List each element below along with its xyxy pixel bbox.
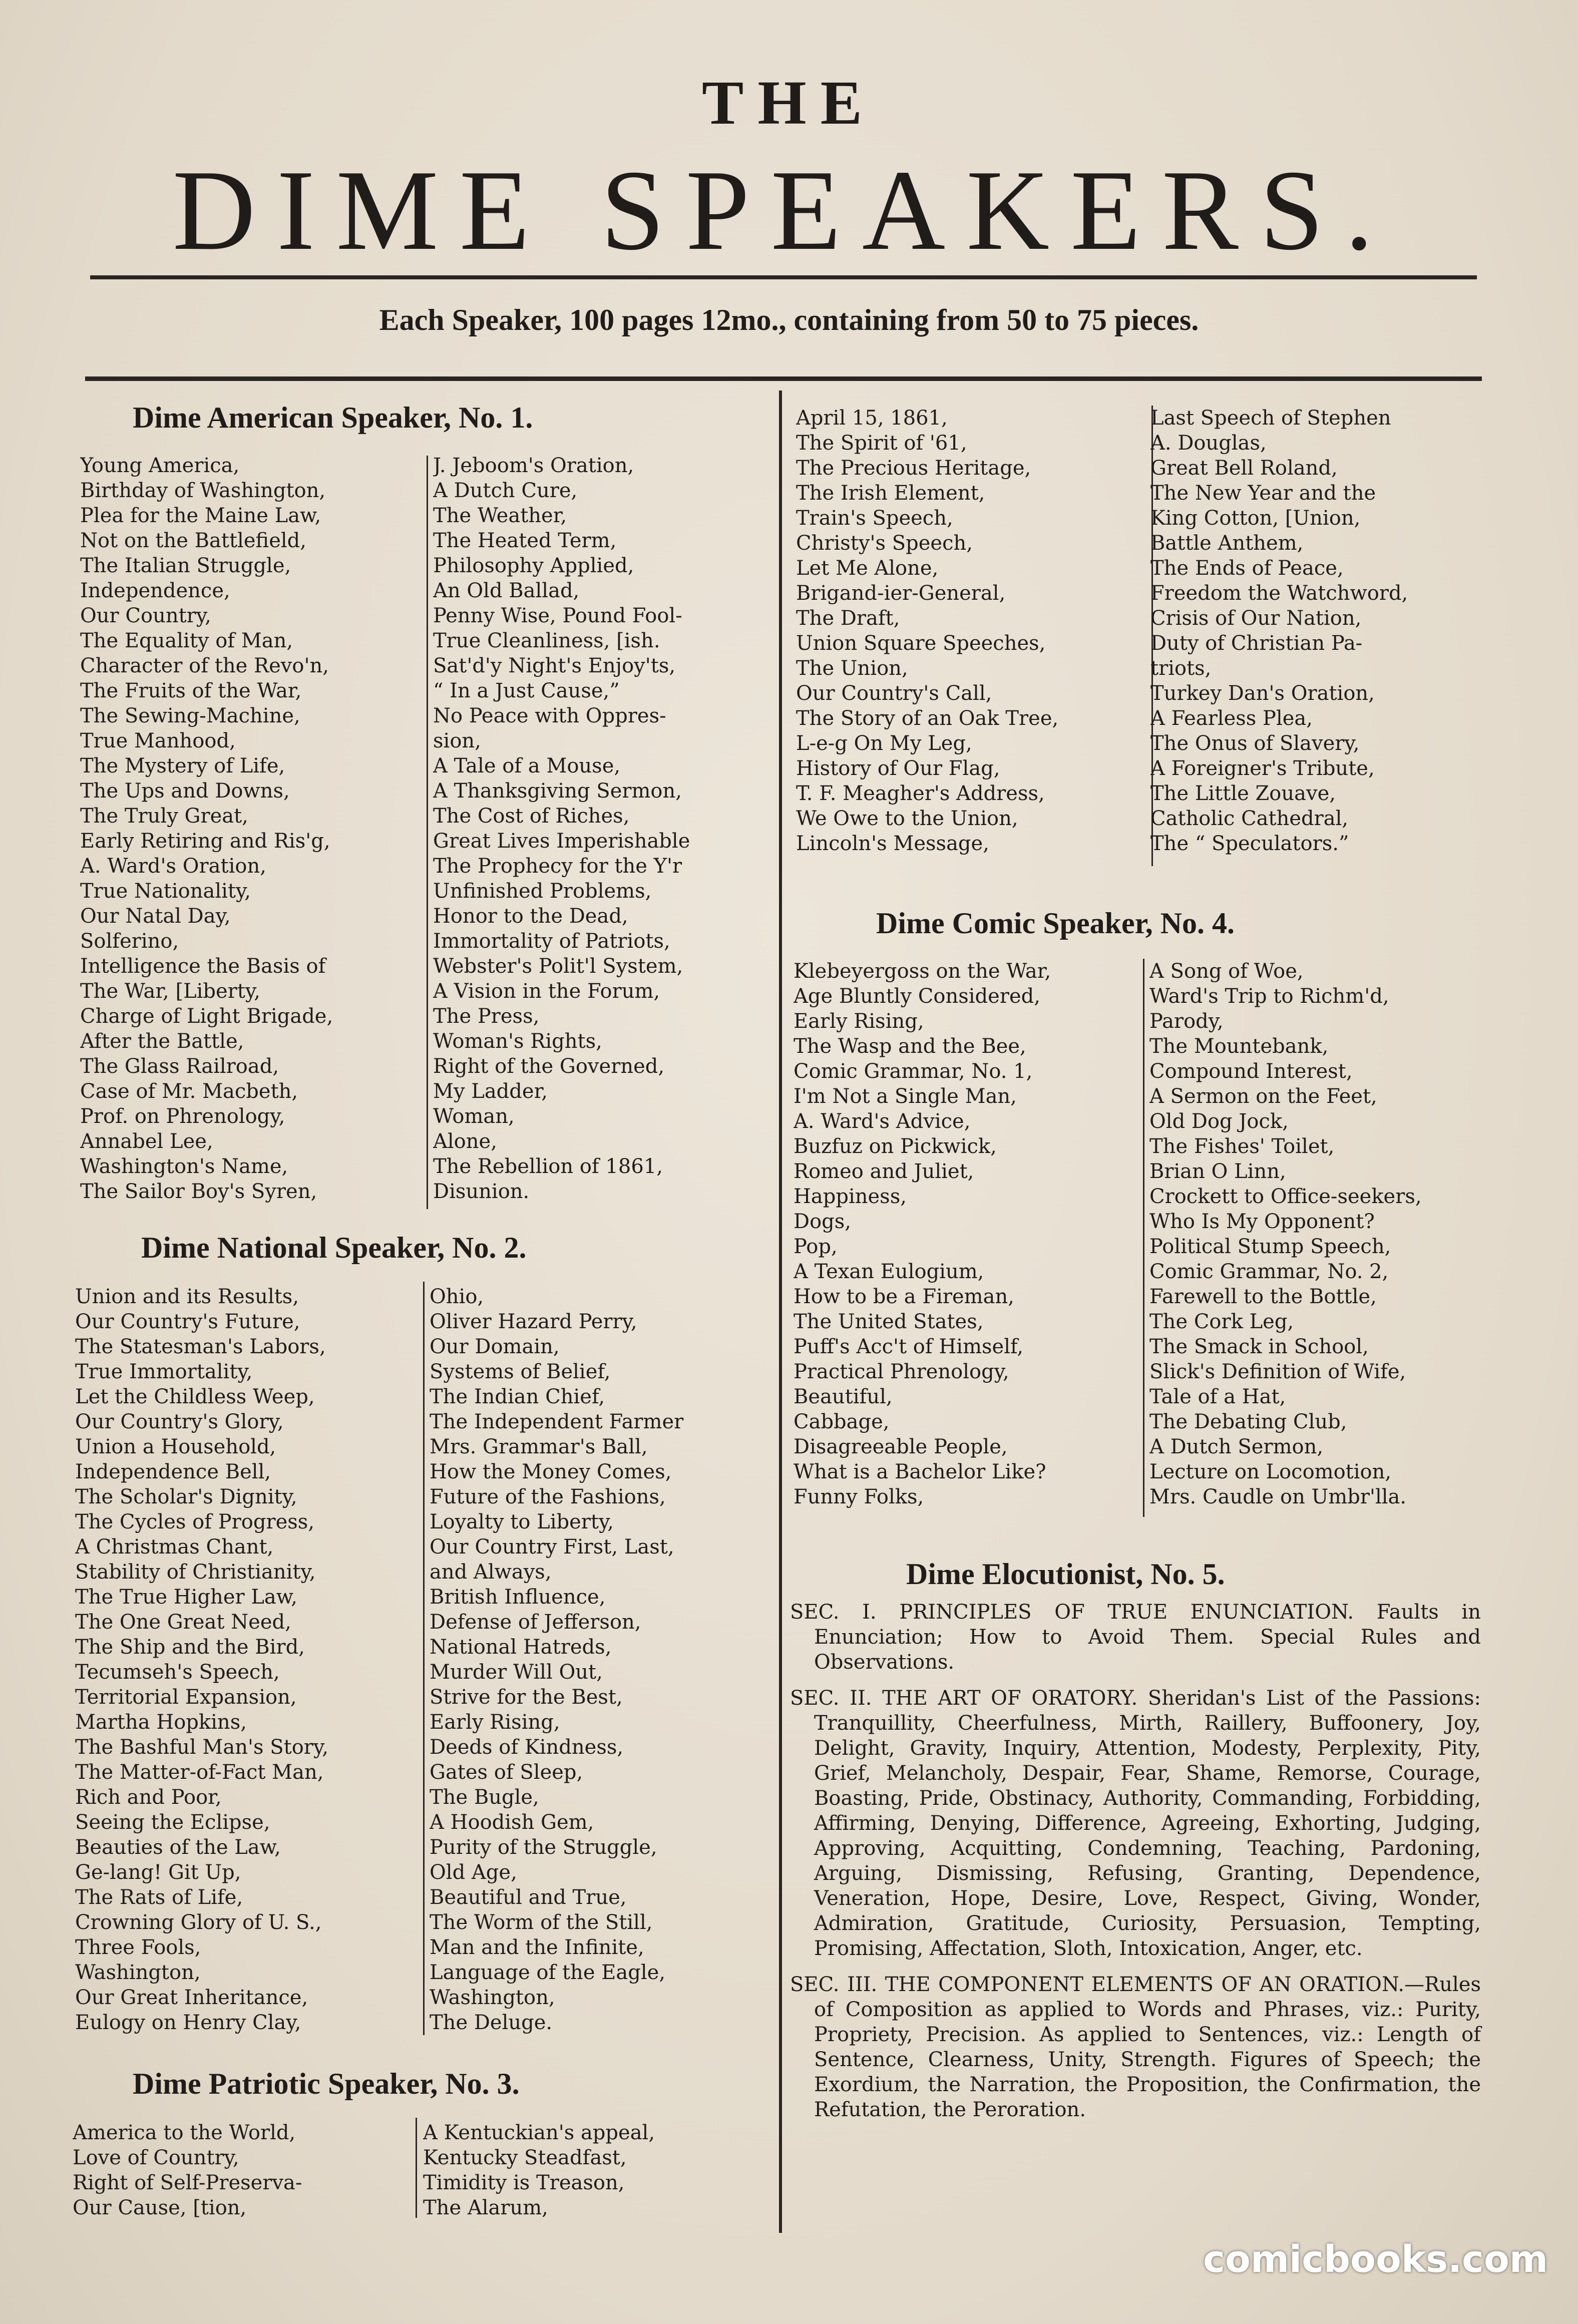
speech-item: A Thanksgiving Sermon, — [433, 780, 682, 803]
speech-item: The Rats of Life, — [75, 1886, 243, 1909]
speech-item: Train's Speech, — [796, 507, 953, 530]
speech-item: The Cycles of Progress, — [75, 1510, 315, 1533]
speech-item: Brian O Linn, — [1149, 1160, 1286, 1183]
speech-item: National Hatreds, — [430, 1636, 612, 1659]
speech-item: Slick's Definition of Wife, — [1149, 1360, 1406, 1383]
speech-item: L-e-g On My Leg, — [796, 732, 972, 755]
speech-item: Ge-lang! Git Up, — [75, 1861, 241, 1884]
speech-item: Independence Bell, — [75, 1460, 271, 1483]
speech-item: Let Me Alone, — [796, 557, 939, 580]
speech-item: A Hoodish Gem, — [430, 1811, 594, 1834]
national-speaker-title: Dime National Speaker, No. 2. — [141, 1231, 527, 1264]
page-subtitle: Each Speaker, 100 pages 12mo., containing from 50 to 75 pieces. — [379, 303, 1199, 336]
speech-item: Crowning Glory of U. S., — [75, 1911, 322, 1934]
speech-item: Eulogy on Henry Clay, — [75, 2011, 301, 2034]
speech-item: The Glass Railroad, — [80, 1055, 279, 1078]
speech-item: Our Country's Call, — [796, 682, 992, 705]
speech-item: The Statesman's Labors, — [75, 1335, 326, 1358]
speech-item: The Press, — [433, 1005, 540, 1028]
speech-item: The Indian Chief, — [430, 1385, 605, 1408]
speech-item: Tale of a Hat, — [1149, 1385, 1286, 1408]
speech-item: True Manhood, — [80, 729, 236, 752]
speech-item: I'm Not a Single Man, — [794, 1085, 1017, 1108]
speech-item: Sat'd'y Night's Enjoy'ts, — [433, 654, 676, 677]
speech-item: Not on the Battlefield, — [80, 529, 306, 552]
speech-item: Washington's Name, — [80, 1155, 288, 1178]
elocutionist-sections — [790, 1600, 1481, 2133]
speech-item: Beauties of the Law, — [75, 1836, 281, 1859]
speech-item: A. Ward's Advice, — [794, 1110, 971, 1133]
speech-item: Territorial Expansion, — [75, 1686, 297, 1709]
speech-item: The Prophecy for the Y'r — [433, 855, 682, 878]
speech-item: Age Bluntly Considered, — [794, 985, 1040, 1008]
speech-item: Birthday of Washington, — [80, 479, 326, 502]
speech-item: Language of the Eagle, — [430, 1961, 666, 1984]
patriotic-speaker-col1 — [73, 2120, 413, 2220]
speech-item: Our Country First, Last, — [430, 1535, 674, 1559]
speech-item: Intelligence the Basis of — [80, 955, 326, 978]
speech-item: Our Great Inheritance, — [75, 1986, 308, 2009]
page-title: DIME SPEAKERS. — [90, 150, 1477, 279]
speech-item: The Wasp and the Bee, — [794, 1035, 1026, 1058]
comic-speaker-col1 — [794, 959, 1139, 1509]
speech-item: Brigand-ier-General, — [796, 582, 1006, 605]
american-divider — [427, 456, 428, 1209]
speech-item: My Ladder, — [433, 1080, 548, 1103]
speech-item: The Mountebank, — [1149, 1035, 1329, 1058]
speech-item: Turkey Dan's Oration, — [1150, 682, 1375, 705]
speech-item: Rich and Poor, — [75, 1786, 222, 1809]
speech-item: Washington, — [75, 1961, 201, 1984]
speech-item: J. Jeboom's Oration, — [433, 454, 634, 477]
speech-item: Right of Self-Preserva- — [73, 2171, 302, 2194]
speech-item: Our Domain, — [430, 1335, 560, 1358]
speech-item: Political Stump Speech, — [1149, 1235, 1391, 1258]
comic-speaker-col2 — [1149, 959, 1490, 1509]
speech-item: Mrs. Caudle on Umbr'lla. — [1149, 1485, 1407, 1508]
speech-item: Romeo and Juliet, — [794, 1160, 974, 1183]
speech-item: British Influence, — [430, 1586, 606, 1609]
speech-item: The Ups and Downs, — [80, 780, 290, 803]
speech-item: A Christmas Chant, — [75, 1535, 274, 1559]
speech-item: The One Great Need, — [75, 1611, 291, 1634]
speech-item: Cabbage, — [794, 1410, 890, 1433]
speech-item: Battle Anthem, — [1150, 532, 1304, 555]
speech-item: The Onus of Slavery, — [1150, 732, 1360, 755]
speech-item: The Fishes' Toilet, — [1149, 1135, 1335, 1158]
speech-item: Plea for the Maine Law, — [80, 504, 321, 527]
speech-item: Ohio, — [430, 1285, 484, 1308]
speech-item: A Vision in the Forum, — [433, 980, 660, 1003]
speech-item: April 15, 1861, — [796, 407, 948, 430]
comic-speaker-title: Dime Comic Speaker, No. 4. — [876, 907, 1235, 940]
speech-item: Our Country's Future, — [75, 1310, 300, 1333]
speech-item: Lecture on Locomotion, — [1149, 1460, 1392, 1483]
speech-item: The New Year and the — [1150, 482, 1376, 505]
speech-item: America to the World, — [73, 2121, 296, 2144]
national-divider — [423, 1282, 425, 2035]
speech-item: An Old Ballad, — [433, 579, 580, 602]
speech-item: The Precious Heritage, — [796, 457, 1031, 480]
speech-item: Duty of Christian Pa- — [1150, 632, 1363, 655]
speech-item: Stability of Christianity, — [75, 1561, 316, 1584]
speech-item: The “ Speculators.” — [1150, 832, 1349, 855]
speech-item: Disunion. — [433, 1180, 530, 1203]
speech-item: Philosophy Applied, — [433, 554, 634, 577]
speech-item: The Alarum, — [423, 2196, 548, 2219]
speech-item: The Cost of Riches, — [433, 805, 630, 828]
header-the: THE — [702, 69, 876, 138]
speech-item: Defense of Jefferson, — [430, 1611, 641, 1634]
speech-item: Old Dog Jock, — [1149, 1110, 1289, 1133]
speech-item: Old Age, — [430, 1861, 517, 1884]
speech-item: Gates of Sleep, — [430, 1761, 583, 1784]
speech-item: A Texan Eulogium, — [794, 1260, 984, 1283]
speech-item: Freedom the Watchword, — [1150, 582, 1408, 605]
speech-item: We Owe to the Union, — [796, 807, 1018, 830]
patriotic-speaker-col2 — [423, 2120, 773, 2220]
speech-item: History of Our Flag, — [796, 757, 1000, 780]
speech-item: Honor to the Dead, — [433, 905, 628, 928]
speech-item: Crisis of Our Nation, — [1150, 607, 1362, 630]
speech-item: Practical Phrenology, — [794, 1360, 1009, 1383]
speech-item: Man and the Infinite, — [430, 1936, 644, 1959]
speech-item: The Weather, — [433, 504, 567, 527]
speech-item: Three Fools, — [75, 1936, 201, 1959]
speech-item: A Kentuckian's appeal, — [423, 2121, 655, 2144]
speech-item: Murder Will Out, — [430, 1661, 603, 1684]
speech-item: Prof. on Phrenology, — [80, 1105, 285, 1128]
speech-item: Early Retiring and Ris'g, — [80, 830, 330, 853]
speech-item: Lincoln's Message, — [796, 832, 989, 855]
speech-item: Early Rising, — [430, 1711, 560, 1734]
speech-item: A Dutch Cure, — [433, 479, 578, 502]
speech-item: Catholic Cathedral, — [1150, 807, 1349, 830]
speech-item: True Immortality, — [75, 1360, 253, 1383]
speech-item: Beautiful and True, — [430, 1886, 627, 1909]
speech-item: Independence, — [80, 579, 230, 602]
speech-item: The True Higher Law, — [75, 1586, 297, 1609]
speech-item: Strive for the Best, — [430, 1686, 623, 1709]
speech-item: How to be a Fireman, — [794, 1285, 1014, 1308]
speech-item: Our Cause, [tion, — [73, 2196, 247, 2219]
speech-item: Woman, — [433, 1105, 515, 1128]
speech-item: The Equality of Man, — [80, 629, 293, 652]
speech-item: Alone, — [433, 1130, 497, 1153]
speech-item: Deeds of Kindness, — [430, 1736, 624, 1759]
speech-item: Great Lives Imperishable — [433, 830, 690, 853]
speech-item: A Tale of a Mouse, — [433, 754, 621, 778]
speech-item: How the Money Comes, — [430, 1460, 672, 1483]
speech-item: Early Rising, — [794, 1010, 924, 1033]
speech-item: The Independent Farmer — [430, 1410, 684, 1433]
elocutionist-title: Dime Elocutionist, No. 5. — [906, 1558, 1225, 1591]
speech-item: Funny Folks, — [794, 1485, 924, 1508]
patriotic-speaker-col4 — [1150, 406, 1491, 856]
speech-item: What is a Bachelor Like? — [794, 1460, 1046, 1483]
speech-item: Klebeyergoss on the War, — [794, 960, 1051, 983]
speech-item: Who Is My Opponent? — [1149, 1210, 1375, 1233]
speech-item: Happiness, — [794, 1185, 907, 1208]
speech-item: Our Country's Glory, — [75, 1410, 284, 1433]
speech-item: Charge of Light Brigade, — [80, 1005, 333, 1028]
speech-item: Loyalty to Liberty, — [430, 1510, 614, 1533]
speech-item: Character of the Revo'n, — [80, 654, 329, 677]
speech-item: The United States, — [794, 1310, 984, 1333]
speech-item: The Spirit of '61, — [796, 432, 967, 455]
speech-item: Systems of Belief, — [430, 1360, 611, 1383]
speech-item: The Mystery of Life, — [80, 754, 285, 778]
speech-item: Our Country, — [80, 604, 211, 627]
american-speaker-col2 — [433, 453, 773, 1204]
speech-item: Seeing the Eclipse, — [75, 1811, 270, 1834]
speech-item: Young America, — [80, 454, 240, 477]
speech-item: Mrs. Grammar's Ball, — [430, 1435, 648, 1458]
speech-item: Comic Grammar, No. 1, — [794, 1060, 1033, 1083]
speech-item: The Ship and the Bird, — [75, 1636, 305, 1659]
speech-item: Woman's Rights, — [433, 1030, 602, 1053]
speech-item: After the Battle, — [80, 1030, 244, 1053]
elocution-section: SEC. III. THE COMPONENT ELEMENTS OF AN ORATION.—Rules of Composition as applied to Words and Phrases, viz.: Purity, Propriety, Precision. As applied to Sentences, viz.: Length of Sentence, Clearness, Unity, Strength. Figures of Speech; the Exordium, the Narration, the Proposition, the Confirmation, the Refutation, the Peroration. — [790, 1973, 1481, 2121]
speech-item: The Bugle, — [430, 1786, 539, 1809]
speech-item: A Fearless Plea, — [1150, 707, 1313, 730]
speech-item: Oliver Hazard Perry, — [430, 1310, 637, 1333]
speech-item: The Rebellion of 1861, — [433, 1155, 663, 1178]
speech-item: Union a Household, — [75, 1435, 276, 1458]
speech-item: The Ends of Peace, — [1150, 557, 1344, 580]
speech-item: A Foreigner's Tribute, — [1150, 757, 1375, 780]
speech-item: Immortality of Patriots, — [433, 930, 670, 953]
national-speaker-col2 — [430, 1284, 775, 2035]
speech-item: Unfinished Problems, — [433, 880, 652, 903]
speech-item: The Little Zouave, — [1150, 782, 1336, 805]
speech-item: Farewell to the Bottle, — [1149, 1285, 1377, 1308]
speech-item: The Story of an Oak Tree, — [796, 707, 1059, 730]
speech-item: triots, — [1150, 657, 1212, 680]
speech-item: T. F. Meagher's Address, — [796, 782, 1045, 805]
speech-item: The War, [Liberty, — [80, 980, 260, 1003]
speech-item: Webster's Polit'l System, — [433, 955, 683, 978]
speech-item: Comic Grammar, No. 2, — [1149, 1260, 1389, 1283]
speech-item: The Heated Term, — [433, 529, 617, 552]
speech-item: Union Square Speeches, — [796, 632, 1046, 655]
speech-item: The Draft, — [796, 607, 900, 630]
speech-item: Christy's Speech, — [796, 532, 973, 555]
speech-item: Ward's Trip to Richm'd, — [1149, 985, 1389, 1008]
speech-item: Let the Childless Weep, — [75, 1385, 315, 1408]
speech-item: A Dutch Sermon, — [1149, 1435, 1324, 1458]
speech-item: Case of Mr. Macbeth, — [80, 1080, 298, 1103]
speech-item: Great Bell Roland, — [1150, 457, 1338, 480]
speech-item: Our Natal Day, — [80, 905, 231, 928]
american-speaker-col1 — [80, 453, 421, 1204]
speech-item: The Bashful Man's Story, — [75, 1736, 328, 1759]
speech-item: The Truly Great, — [80, 805, 248, 828]
speech-item: Penny Wise, Pound Fool- — [433, 604, 682, 627]
speech-item: The Sailor Boy's Syren, — [80, 1180, 317, 1203]
speech-item: The Scholar's Dignity, — [75, 1485, 297, 1508]
speech-item: A. Douglas, — [1150, 432, 1267, 455]
speech-item: Union and its Results, — [75, 1285, 299, 1308]
patriotic-divider — [416, 2118, 417, 2218]
elocution-section: SEC. II. THE ART OF ORATORY. Sheridan's List of the Passions: Tranquillity, Cheerfulness, Mirth, Raillery, Buffoonery, Joy, Delight, Gravity, Inquiry, Attention, Modesty, Perplexity, Pity, Grief, Melancholy, Despair, Fear, Shame, Remorse, Courage, Boasting, Pride, Obstinacy, Authority, Commanding, Forbidding, Affirming, Denying, Difference, Agreeing, Exhorting, Judging, Approving, Acquitting, Condemning, Teaching, Pardoning, Arguing, Dismissing, Refusing, Granting, Dependence, Veneration, Hope, Desire, Love, Respect, Giving, Wonder, Admiration, Gratitude, Curiosity, Persuasion, Tempting, Promising, Affectation, Sloth, Intoxication, Anger, etc. — [790, 1687, 1481, 1960]
speech-item: A Song of Woe, — [1149, 960, 1304, 983]
speech-item: The Sewing-Machine, — [80, 704, 300, 727]
speech-item: Disagreeable People, — [794, 1435, 1008, 1458]
comic-divider — [1143, 959, 1144, 1517]
speech-item: King Cotton, [Union, — [1150, 507, 1361, 530]
speech-item: The Italian Struggle, — [80, 554, 291, 577]
speech-item: A Sermon on the Feet, — [1149, 1085, 1377, 1108]
header-rule — [85, 376, 1482, 381]
patriotic-speaker-title: Dime Patriotic Speaker, No. 3. — [133, 2067, 520, 2100]
elocution-section: SEC. I. PRINCIPLES OF TRUE ENUNCIATION. Faults in Enunciation; How to Avoid Them. Special Rules and Observations. — [790, 1601, 1481, 1674]
speech-item: Timidity is Treason, — [423, 2171, 625, 2194]
speech-item: The Fruits of the War, — [80, 679, 302, 702]
speech-item: Kentucky Steadfast, — [423, 2146, 627, 2169]
speech-item: and Always, — [430, 1561, 552, 1584]
speech-item: The Worm of the Still, — [430, 1911, 653, 1934]
watermark: comicbooks.com — [1203, 2238, 1548, 2281]
speech-item: Washington, — [430, 1986, 555, 2009]
speech-item: The Matter-of-Fact Man, — [75, 1761, 324, 1784]
speech-item: Compound Interest, — [1149, 1060, 1353, 1083]
speech-item: The Irish Element, — [796, 482, 985, 505]
speech-item: The Deluge. — [430, 2011, 553, 2034]
speech-item: The Debating Club, — [1149, 1410, 1347, 1433]
speech-item: Solferino, — [80, 930, 179, 953]
speech-item: Annabel Lee, — [80, 1130, 213, 1153]
speech-item: Buzfuz on Pickwick, — [794, 1135, 997, 1158]
speech-item: Last Speech of Stephen — [1150, 407, 1391, 430]
speech-item: Martha Hopkins, — [75, 1711, 247, 1734]
speech-item: Tecumseh's Speech, — [75, 1661, 280, 1684]
speech-item: Purity of the Struggle, — [430, 1836, 657, 1859]
speech-item: Parody, — [1149, 1010, 1224, 1033]
american-speaker-title: Dime American Speaker, No. 1. — [133, 401, 533, 434]
speech-item: True Cleanliness, [ish. — [433, 629, 660, 652]
speech-item: A. Ward's Oration, — [80, 855, 266, 878]
speech-item: Pop, — [794, 1235, 838, 1258]
speech-item: Right of the Governed, — [433, 1055, 665, 1078]
national-speaker-col1 — [75, 1284, 416, 2035]
speech-item: The Cork Leg, — [1149, 1310, 1294, 1333]
speech-item: Future of the Fashions, — [430, 1485, 666, 1508]
speech-item: Dogs, — [794, 1210, 851, 1233]
patriotic-speaker-col3 — [796, 406, 1146, 856]
speech-item: True Nationality, — [80, 880, 251, 903]
speech-item: No Peace with Oppres- — [433, 704, 666, 727]
speech-item: The Smack in School, — [1149, 1335, 1369, 1358]
speech-item: “ In a Just Cause,” — [433, 679, 620, 702]
speech-item: Love of Country, — [73, 2146, 239, 2169]
speech-item: Beautiful, — [794, 1385, 893, 1408]
main-column-divider — [779, 391, 782, 2233]
speech-item: Crockett to Office-seekers, — [1149, 1185, 1422, 1208]
speech-item: The Union, — [796, 657, 908, 680]
speech-item: sion, — [433, 729, 481, 752]
speech-item: Puff's Acc't of Himself, — [794, 1335, 1024, 1358]
